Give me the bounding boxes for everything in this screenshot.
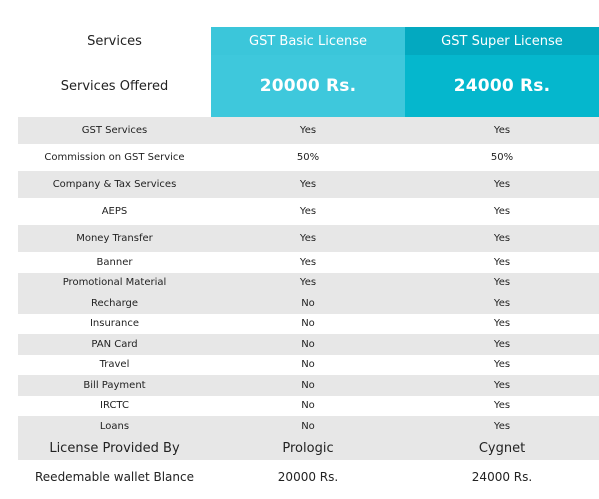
service-name-cell: Banner [96,256,133,268]
basic-value-cell: No [301,359,315,371]
service-name-cell: Company & Tax Services [52,179,177,190]
service-name-cell: Promotional Material [62,277,167,289]
super-value-cell: Yes [493,338,511,350]
services-offered-header: Services Offered [18,55,211,117]
table-row [18,171,599,198]
plan-price-super: 24000 Rs. [405,55,599,117]
license-provider-label: License Provided By [49,440,180,456]
basic-value-cell: 50% [296,152,320,163]
basic-value-cell: Yes [299,233,317,244]
basic-value-cell: No [301,318,315,330]
super-value-cell: Yes [493,277,511,289]
basic-value-cell: Yes [299,179,317,190]
plan-name-super: GST Super License [405,27,599,55]
service-rows [18,117,599,437]
table-row [18,355,599,376]
header-row-prices [18,55,599,117]
super-value-cell: Yes [493,256,511,268]
super-value-cell: Yes [493,359,511,371]
super-value-cell: 50% [490,152,514,163]
basic-value-cell: No [301,338,315,350]
table-row [18,416,599,437]
super-value-cell: Yes [493,400,511,412]
basic-value-cell: No [301,400,315,412]
header-row-plans [18,27,599,55]
basic-value-cell: Yes [299,277,317,289]
service-name-cell: Loans [99,420,130,432]
super-value-cell: Yes [493,318,511,330]
license-provider-row [18,437,599,460]
table-row [18,293,599,314]
wallet-balance-basic: 20000 Rs. [277,469,339,484]
table-row [18,314,599,335]
license-comparison-table [18,27,599,494]
table-row [18,375,599,396]
super-value-cell: Yes [493,179,511,190]
service-name-cell: Bill Payment [83,379,146,391]
services-header: Services [18,27,211,55]
basic-value-cell: No [301,297,315,309]
table-row [18,334,599,355]
license-provider-super: Cygnet [478,440,526,456]
wallet-balance-super: 24000 Rs. [471,469,533,484]
basic-value-cell: Yes [299,206,317,217]
basic-value-cell: Yes [299,125,317,136]
service-name-cell: IRCTC [100,400,129,412]
service-name-cell: GST Services [81,125,148,136]
super-value-cell: Yes [493,206,511,217]
service-name-cell: Recharge [90,297,139,309]
table-row [18,117,599,144]
super-value-cell: Yes [493,420,511,432]
service-name-cell: Insurance [89,318,140,330]
plan-name-basic: GST Basic License [211,27,405,55]
super-value-cell: Yes [493,379,511,391]
basic-value-cell: No [301,379,315,391]
super-value-cell: Yes [493,297,511,309]
basic-value-cell: Yes [299,256,317,268]
table-row [18,252,599,273]
plan-price-basic: 20000 Rs. [211,55,405,117]
basic-value-cell: No [301,420,315,432]
table-row [18,144,599,171]
table-row [18,225,599,252]
service-name-cell: Commission on GST Service [44,152,185,163]
service-name-cell: PAN Card [91,338,138,350]
table-row [18,396,599,417]
wallet-balance-row [18,460,599,494]
service-name-cell: AEPS [101,206,128,217]
wallet-balance-label: Reedemable wallet Blance [35,469,194,484]
service-name-cell: Money Transfer [76,233,153,244]
table-row [18,273,599,294]
super-value-cell: Yes [493,125,511,136]
service-name-cell: Travel [99,359,130,371]
super-value-cell: Yes [493,233,511,244]
table-row [18,198,599,225]
license-provider-basic: Prologic [282,440,334,456]
